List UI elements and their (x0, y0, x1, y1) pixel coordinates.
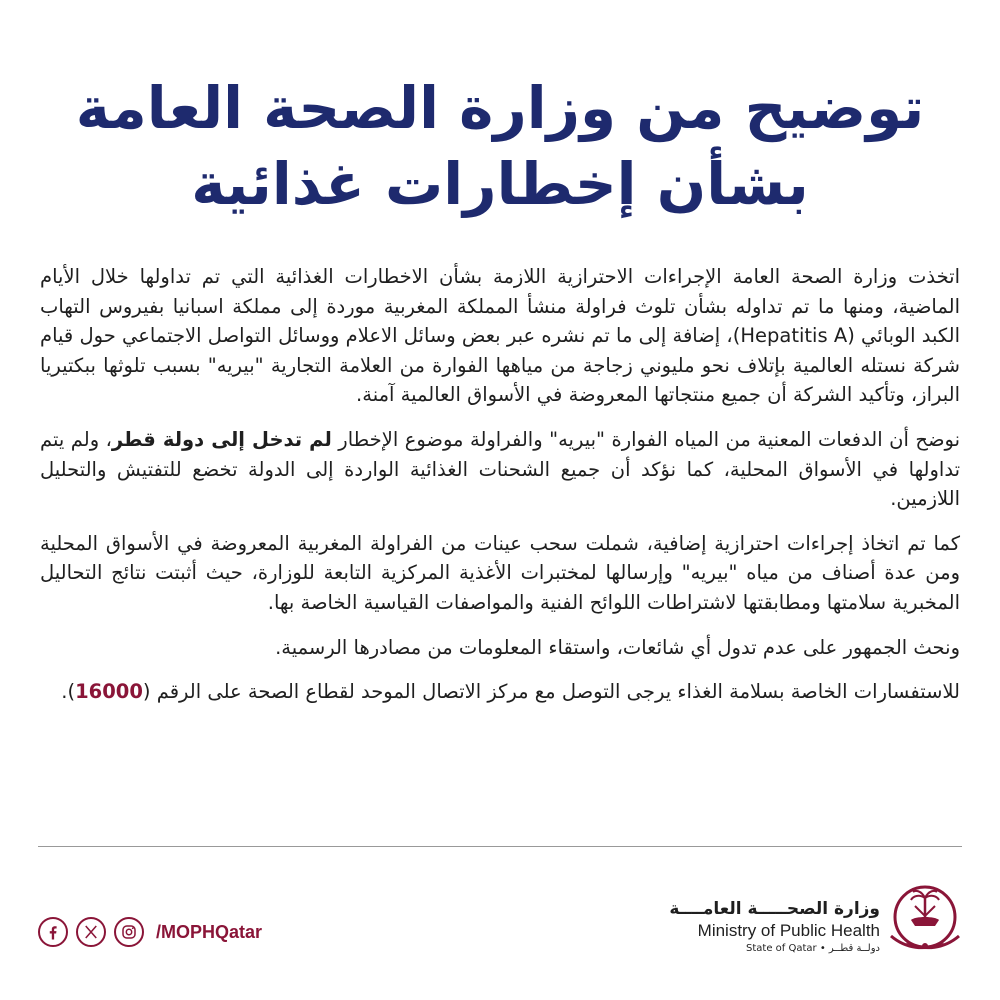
paragraph-3: كما تم اتخاذ إجراءات احترازية إضافية، شملت سحب عينات من الفراولة المغربية المعروضة في الأسواق المحلية ومن عدة أصناف من مياه "بيريه" وإرسالها لمختبرات الأغذية المركزية التابعة للوزارة، حيث أثبتت نتائج التحاليل المخبرية سلامتها ومطابقتها لاشتراطات اللوائح الفنية والمواصفات القياسية الخاصة بها. (40, 531, 960, 614)
paragraph-2 (40, 425, 960, 514)
x-icon[interactable] (76, 917, 106, 947)
ministry-state-line: State of Qatar • دولــة قطــر (746, 943, 880, 954)
social-handle[interactable]: /MOPHQatar (156, 921, 263, 942)
paragraph-5-end: ). (61, 680, 76, 704)
hotline-number: 16000 (75, 680, 143, 704)
ministry-name-arabic: وزارة الصحـــــة العامــــة (669, 899, 880, 919)
paragraph-4: ونحث الجمهور على عدم تدول أي شائعات، واستقاء المعلومات من مصادرها الرسمية. (275, 635, 960, 659)
instagram-icon[interactable] (114, 917, 144, 947)
state-english: State of Qatar (746, 943, 817, 954)
qatar-emblem-icon (885, 876, 965, 958)
paragraph-1: اتخذت وزارة الصحة العامة الإجراءات الاحترازية اللازمة بشأن الاخطارات الغذائية التي تم تداولها خلال الأيام الماضية، ومنها ما تم تداوله بشأن تلوث فراولة منشأ المملكة المغربية موردة إلى مملكة اسبانيا بفيروس التهاب الكبد الوبائي (Hepatitis A)، إضافة إلى ما تم نشره عبر بعض وسائل الاعلام ووسائل التواصل الاجتماعي حول قيام شركة نستله العالمية بإتلاف نحو مليوني زجاجة من مياهها الفوارة من العلامة التجارية "بيريه" بسبب تلوثها ببكتيريا البراز، وتأكيد الشركة أن جميع منتجاتها المعروضة في الأسواق العالمية آمنة. (40, 265, 961, 407)
footer-divider (38, 846, 962, 847)
social-links (38, 917, 262, 947)
paragraph-2-end: ، ولم يتم تداولها في الأسواق المحلية، كما نؤكد أن جميع الشحنات الغذائية الواردة إلى الدولة تخضع للتفتيش والتحليل اللازمين. (40, 427, 960, 511)
statement-body (40, 262, 960, 722)
title-line-1: توضيح من وزارة الصحة العامة (75, 74, 925, 142)
title-line-2: بشأن إخطارات غذائية (191, 150, 809, 218)
paragraph-5 (40, 677, 960, 707)
paragraph-2-start: نوضح أن الدفعات المعنية من المياه الفوارة "بيريه" والفراولة موضوع الإخطار (331, 427, 961, 451)
ministry-logo-text (669, 898, 880, 956)
page-title (60, 70, 940, 222)
paragraph-5-start: للاستفسارات الخاصة بسلامة الغذاء يرجى التوصل مع مركز الاتصال الموحد لقطاع الصحة على الرقم ( (142, 680, 960, 704)
paragraph-2-emphasis: لم تدخل إلى دولة قطر (111, 427, 332, 451)
state-arabic: دولــة قطــر (828, 943, 880, 954)
facebook-icon[interactable] (38, 917, 68, 947)
ministry-name-english: Ministry of Public Health (697, 921, 880, 940)
